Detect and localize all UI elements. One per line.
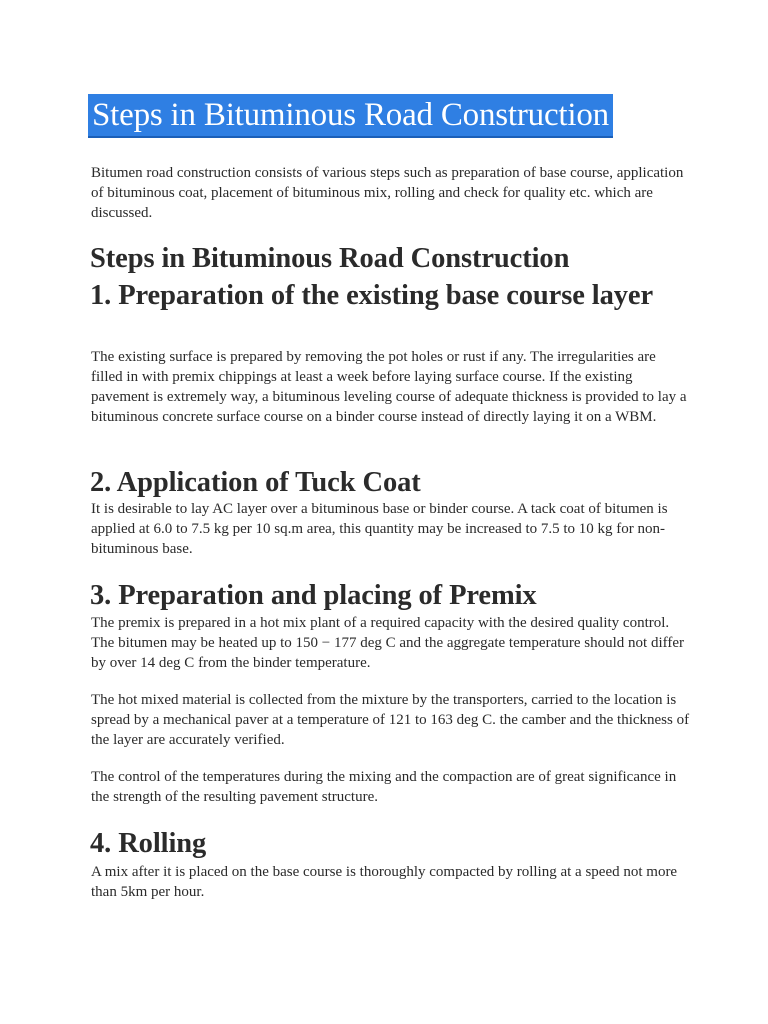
intro-paragraph: Bitumen road construction consists of various steps such as preparation of base course, application of bituminous coat, placement of bituminous mix, rolling and check for quality etc. which are discussed.	[91, 165, 684, 221]
step-1-heading: 1. Preparation of the existing base course layer	[90, 280, 654, 311]
step-2-paragraph: It is desirable to lay AC layer over a bituminous base or binder course. A tack coat of bitumen is applied at 6.0 to 7.5 kg per 10 sq.m area, this quantity may be increased to 7.5 to 10 kg for non-bituminous base.	[91, 501, 668, 557]
section-heading: Steps in Bituminous Road Construction	[90, 243, 570, 274]
step-3-heading: 3. Preparation and placing of Premix	[90, 580, 537, 611]
step-3-paragraph-1: The premix is prepared in a hot mix plant of a required capacity with the desired quality control. The bitumen may be heated up to 150 − 177 deg C and the aggregate temperature should not differ by over 14 deg C from the binder temperature.	[91, 615, 685, 671]
step-3-paragraph-3: The control of the temperatures during the mixing and the compaction are of great significance in the strength of the resulting pavement structure.	[91, 769, 677, 805]
step-3-paragraph-2: The hot mixed material is collected from the mixture by the transporters, carried to the location is spread by a mechanical paver at a temperature of 121 to 163 deg C. the camber and the thickness of the layer are accurately verified.	[91, 692, 690, 748]
step-2-heading: 2. Application of Tuck Coat	[90, 467, 421, 498]
page-title-banner: Steps in Bituminous Road Construction	[88, 94, 613, 138]
step-4-paragraph: A mix after it is placed on the base course is thoroughly compacted by rolling at a speed not more than 5km per hour.	[91, 864, 678, 900]
step-1-paragraph: The existing surface is prepared by removing the pot holes or rust if any. The irregularities are filled in with premix chippings at least a week before laying surface course. If the existing pavement is extremely way, a bituminous leveling course of adequate thickness is provided to lay a bituminous concrete surface course on a binder course instead of directly laying it on a WBM.	[91, 349, 687, 425]
step-4-heading: 4. Rolling	[90, 828, 207, 859]
